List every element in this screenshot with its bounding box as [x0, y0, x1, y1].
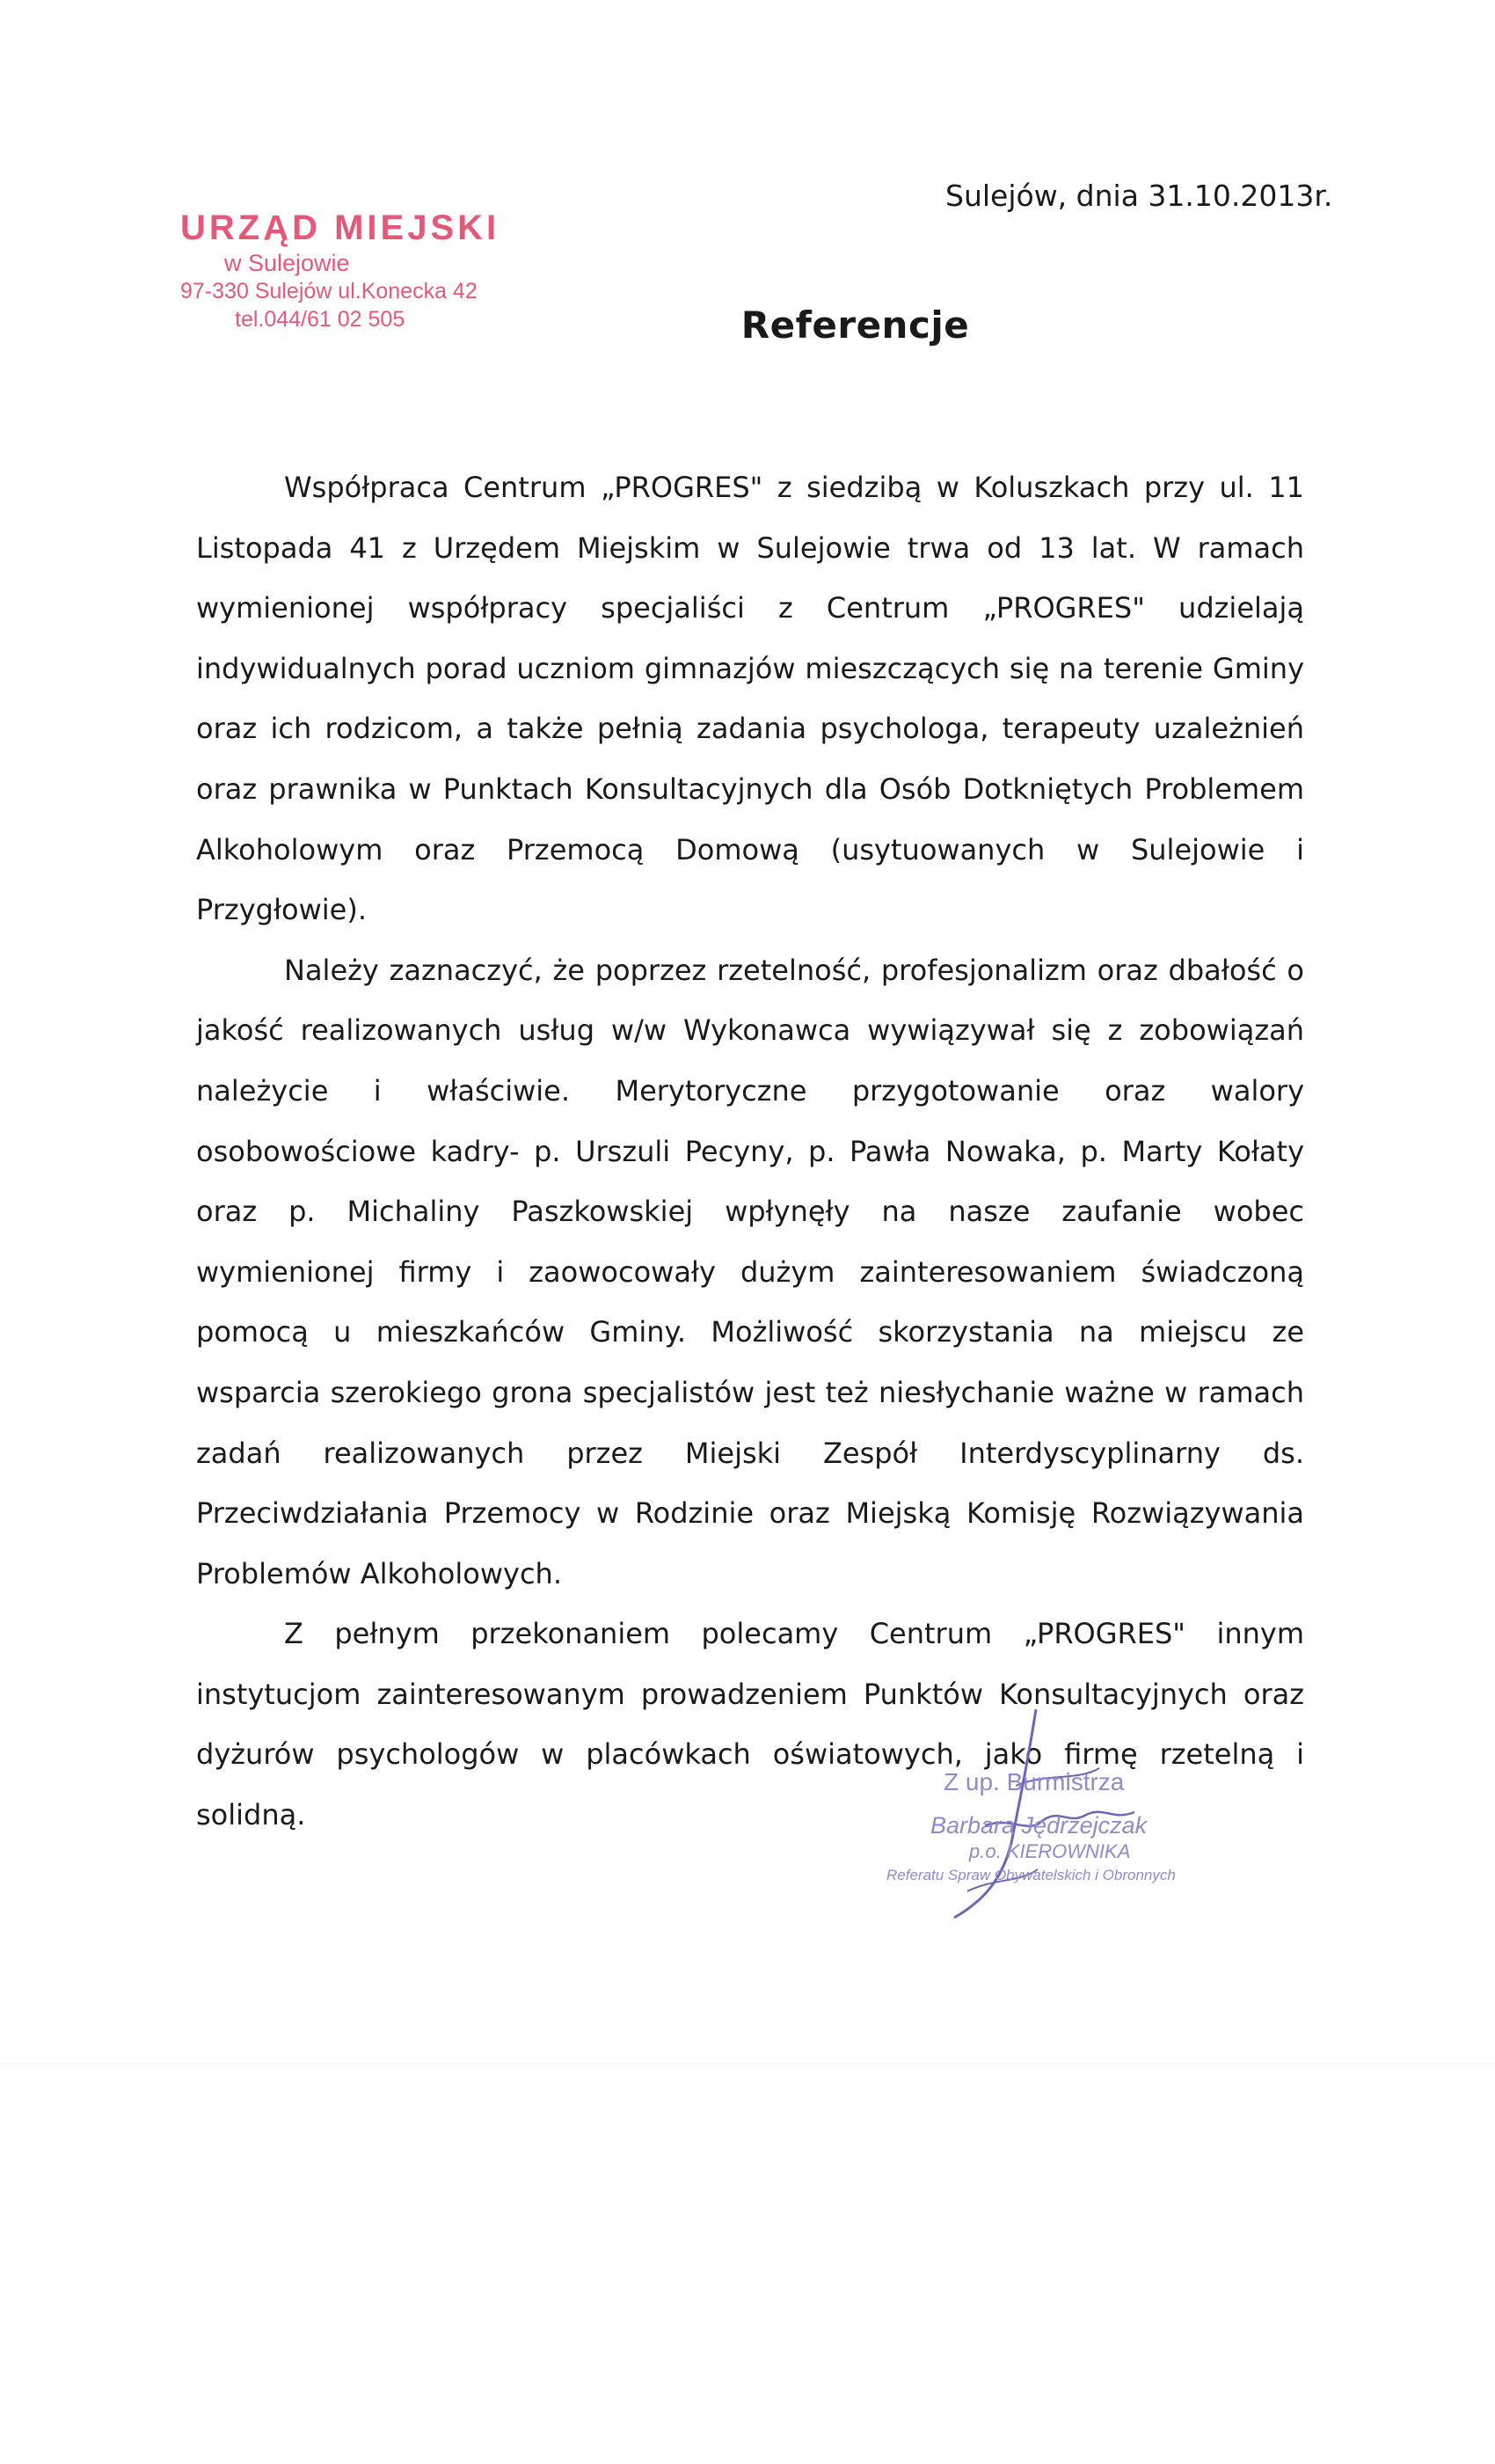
stamp-office-address: 97-330 Sulejów ul.Konecka 42 [180, 279, 478, 303]
body-paragraph-3: Z pełnym przekonaniem polecamy Centrum „PROGRES" innym instytucjom zainteresowanym prowadzeniem Punktów Konsultacyjnych oraz dyżurów psychologów w placówkach oświatowych, jako firmę rzetelną i solidną. [196, 1617, 1304, 1832]
stamp-office-phone: tel.044/61 02 505 [235, 307, 405, 332]
signature-stamp-position: p.o. KIEROWNIKA [969, 1840, 1131, 1862]
blank-page-area [0, 2063, 1495, 2464]
body-paragraph-1: Współpraca Centrum „PROGRES" z siedzibą w Koluszkach przy ul. 11 Listopada 41 z Urzędem Miejskim w Sulejowie trwa od 13 lat. W ramach wymienionej współpracy specjaliści z Centrum „PROGRES" udzielają indywidualnych porad uczniom gimnazjów mieszczących się na terenie Gminy oraz ich rodzicom, a także pełnią zadania psychologa, terapeuty uzależnień oraz prawnika w Punktach Konsultacyjnych dla Osób Dotkniętych Problemem Alkoholowym oraz Przemocą Domową (usytuowanych w Sulejowie i Przygłowie). [196, 471, 1304, 927]
stamp-office-location: w Sulejowie [224, 250, 350, 276]
signature-stamp-line-1: Z up. Burmistrza [944, 1768, 1125, 1795]
signature-stamp-name: Barbara Jędrzejczak [930, 1812, 1148, 1839]
signature-stamp-department: Referatu Spraw Obywatelskich i Obronnych [886, 1867, 1176, 1883]
stamp-office-name: URZĄD MIEJSKI [180, 208, 500, 247]
body-paragraph-2: Należy zaznaczyć, że poprzez rzetelność, profesjonalizm oraz dbałość o jakość realizowanych usług w/w Wykonawca wywiązywał się z zobowiązań należycie i właściwie. Merytoryczne przygotowanie oraz walory osobowościowe kadry- p. Urszuli Pecyny, p. Pawła Nowaka, p. Marty Kołaty oraz p. Michaliny Paszkowskiej wpłynęły na nasze zaufanie wobec wymienionej firmy i zaowocowały dużym zainteresowaniem świadczoną pomocą u mieszkańców Gminy. Możliwość skorzystania na miejscu ze wsparcia szerokiego grona specjalistów jest też niesłychanie ważne w ramach zadań realizowanych przez Miejski Zespół Interdyscyplinarny ds. Przeciwdziałania Przemocy w Rodzinie oraz Miejską Komisję Rozwiązywania Problemów Alkoholowych. [196, 953, 1304, 1590]
document-title: Referencje [740, 303, 970, 347]
letter-date: Sulejów, dnia 31.10.2013r. [945, 179, 1333, 213]
document-body [196, 457, 1304, 1846]
signature-stamp [879, 1702, 1249, 1922]
